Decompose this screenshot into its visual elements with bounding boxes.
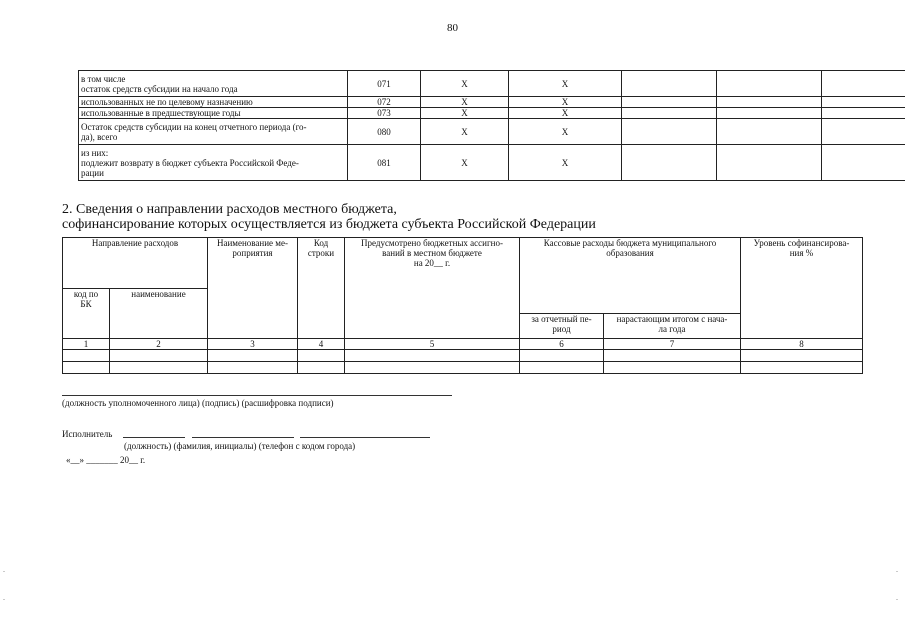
table-row (63, 362, 863, 374)
value-cell: Х (509, 97, 622, 108)
header-cumulative: нарастающим итогом с нача- ла года (604, 314, 741, 339)
edge-mark: . (896, 593, 898, 602)
executor-phone-blank (300, 437, 430, 438)
table-row (63, 350, 863, 362)
section-heading-line-1: 2. Сведения о направлении расходов местного бюджета, (62, 202, 397, 217)
value-cell (622, 71, 717, 97)
header-direction: Направление расходов (63, 238, 208, 289)
header-cofinancing-level: Уровень софинансирова- ния % (741, 238, 863, 339)
header-line-code: Код строки (298, 238, 345, 339)
column-number: 8 (741, 339, 863, 350)
table-row (79, 108, 905, 119)
row-label-line: использованные в предшествующие годы (81, 108, 241, 118)
row-label-line: рации (81, 167, 104, 178)
row-label-line: остаток средств субсидии на начало года (81, 83, 238, 94)
column-number: 5 (345, 339, 520, 350)
edge-mark: . (896, 565, 898, 574)
table-row (79, 97, 905, 108)
line-code-cell: 080 (348, 119, 421, 145)
column-number: 2 (110, 339, 208, 350)
row-label-line: использованных не по целевому назначению (81, 97, 253, 107)
value-cell (822, 97, 905, 108)
executor-label: Исполнитель (62, 429, 113, 439)
header-reporting-period: за отчетный пе- риод (520, 314, 604, 339)
signature-caption: (должность уполномоченного лица) (подпись) (расшифровка подписи) (62, 398, 334, 408)
section-heading-line-2: софинансирование которых осуществляется из бюджета субъекта Российской Федерации (62, 217, 596, 232)
value-cell (622, 97, 717, 108)
value-cell (822, 119, 905, 145)
value-cell (822, 71, 905, 97)
signature-line (62, 395, 452, 396)
row-label (79, 97, 348, 108)
table-row (79, 145, 905, 181)
column-number: 6 (520, 339, 604, 350)
value-cell (717, 108, 822, 119)
row-label-line: Остаток средств субсидии на конец отчетного периода (го- (81, 121, 307, 132)
line-code-cell: 071 (348, 71, 421, 97)
row-label (79, 108, 348, 119)
header-cash-expenses: Кассовые расходы бюджета муниципального образования (520, 238, 741, 314)
value-cell (622, 145, 717, 181)
line-code-cell: 073 (348, 108, 421, 119)
line-code-cell: 072 (348, 97, 421, 108)
row-label (79, 119, 348, 145)
column-number: 3 (208, 339, 298, 350)
header-code-bk: код по БК (63, 289, 110, 339)
column-number-row (63, 339, 863, 350)
cofinancing-table (62, 237, 863, 374)
value-cell: Х (509, 145, 622, 181)
executor-caption: (должность) (фамилия, инициалы) (телефон с кодом города) (124, 441, 356, 451)
value-cell: Х (509, 71, 622, 97)
section-2-heading (62, 202, 596, 232)
column-number: 4 (298, 339, 345, 350)
edge-mark: . (3, 565, 5, 574)
column-number: 1 (63, 339, 110, 350)
column-number: 7 (604, 339, 741, 350)
header-event-name: Наименование ме- роприятия (208, 238, 298, 339)
page-number: 80 (447, 22, 458, 34)
value-cell: Х (509, 119, 622, 145)
value-cell: Х (421, 71, 509, 97)
subsidy-balance-table (78, 70, 905, 181)
value-cell: Х (421, 119, 509, 145)
table-row (79, 119, 905, 145)
executor-name-blank (192, 437, 294, 438)
value-cell (717, 71, 822, 97)
table-row (79, 71, 905, 97)
row-label-line: из них: (81, 147, 109, 158)
line-code-cell: 081 (348, 145, 421, 181)
value-cell (822, 145, 905, 181)
value-cell: Х (421, 97, 509, 108)
row-label-line: да), всего (81, 131, 118, 142)
date-line: «__» _______ 20__ г. (66, 455, 146, 465)
value-cell: Х (421, 145, 509, 181)
row-label (79, 71, 348, 97)
value-cell (717, 97, 822, 108)
row-label-line: подлежит возврату в бюджет субъекта Российской Феде- (81, 157, 299, 168)
value-cell (822, 108, 905, 119)
value-cell (622, 119, 717, 145)
value-cell (622, 108, 717, 119)
header-name: наименование (110, 289, 208, 339)
value-cell: Х (509, 108, 622, 119)
value-cell: Х (421, 108, 509, 119)
edge-mark: . (3, 593, 5, 602)
row-label-line: в том числе (81, 73, 126, 84)
value-cell (717, 145, 822, 181)
executor-position-blank (123, 437, 185, 438)
header-planned: Предусмотрено бюджетных ассигно- ваний в местном бюджете на 20__ г. (345, 238, 520, 339)
value-cell (717, 119, 822, 145)
row-label (79, 145, 348, 181)
